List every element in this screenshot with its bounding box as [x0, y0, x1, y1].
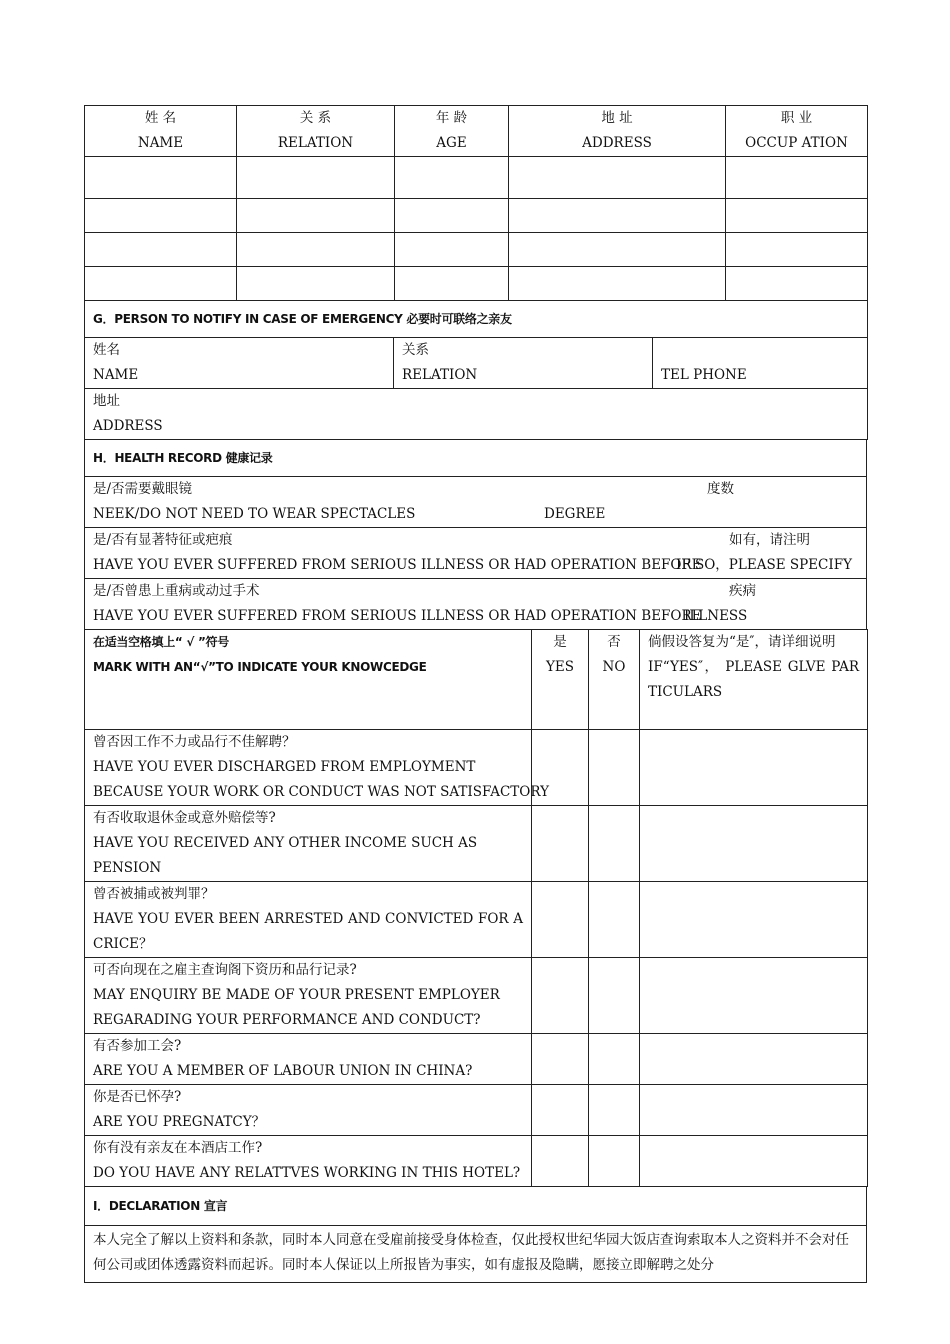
yes-checkbox[interactable]	[532, 1085, 589, 1136]
no-checkbox[interactable]	[589, 730, 640, 806]
header-address: 地 址 ADDRESS	[509, 106, 726, 157]
particulars-field[interactable]	[640, 730, 868, 806]
illness-field[interactable]: 是/否曾患上重病或动过手术 疾病 HAVE YOU EVER SUFFERED FROM SERIOUS ILLNESS OR HAD OPERATION BEFORE ILLNESS	[85, 579, 867, 630]
spectacles-field[interactable]: 是/否需要戴眼镜 度数 NEEK/DO NOT NEED TO WEAR SPECTACLES DEGREE	[85, 477, 867, 528]
features-field[interactable]: 是/否有显著特征或疤痕 如有，请注明 HAVE YOU EVER SUFFERED FROM SERIOUS ILLNESS OR HAD OPERATION BEFORE IF SO，PLEASE SPECIFY	[85, 528, 867, 579]
question-text: 你是否已怀孕? ARE YOU PREGNATCY？	[85, 1085, 532, 1136]
application-form-page	[84, 105, 867, 1283]
question-text: 曾否被捕或被判罪？ HAVE YOU EVER BEEN ARRESTED AND CONVICTED FOR A CRICE？	[85, 882, 532, 958]
name-field[interactable]	[85, 199, 237, 233]
particulars-field[interactable]	[640, 1034, 868, 1085]
no-checkbox[interactable]	[589, 958, 640, 1034]
health-table	[84, 439, 867, 630]
health-section-title: H．HEALTH RECORD 健康记录	[85, 440, 867, 477]
question-text: 可否向现在之雇主查询阁下资历和品行记录? MAY ENQUIRY BE MADE OF YOUR PRESENT EMPLOYER REGARADING YOUR PERFORMANCE AND CONDUCT?	[85, 958, 532, 1034]
question-row	[85, 1085, 868, 1136]
name-field[interactable]	[85, 267, 237, 301]
question-row	[85, 806, 868, 882]
yes-checkbox[interactable]	[532, 806, 589, 882]
emergency-address-field[interactable]: 地址 ADDRESS	[85, 389, 868, 440]
yes-checkbox[interactable]	[532, 958, 589, 1034]
occupation-field[interactable]	[726, 267, 868, 301]
family-row	[85, 267, 868, 301]
address-field[interactable]	[509, 267, 726, 301]
header-name: 姓 名 NAME	[85, 106, 237, 157]
yes-checkbox[interactable]	[532, 1136, 589, 1187]
no-checkbox[interactable]	[589, 1034, 640, 1085]
address-field[interactable]	[509, 157, 726, 199]
emergency-relation-field[interactable]: 关系 RELATION	[394, 338, 653, 389]
question-row	[85, 730, 868, 806]
address-field[interactable]	[509, 233, 726, 267]
family-table	[84, 105, 868, 301]
declaration-text: 本人完全了解以上资料和条款，同时本人同意在受雇前接受身体检查，仅此授权世纪华园大饭店查询索取本人之资料并不会对任何公司或团体透露资料而起诉。同时本人保证以上所报皆为事实，如有虚报及隐瞒，愿接立即解聘之处分	[85, 1226, 867, 1283]
particulars-column-header: 倘假设答复为“是″，请详细说明 IF“YES″， PLEASE GLVE PAR TICULARS	[640, 630, 868, 730]
name-field[interactable]	[85, 157, 237, 199]
emergency-section-title: G．PERSON TO NOTIFY IN CASE OF EMERGENCY 必要时可联络之亲友	[85, 301, 868, 338]
name-field[interactable]	[85, 233, 237, 267]
no-column-header: 否 NO	[589, 630, 640, 730]
no-checkbox[interactable]	[589, 1085, 640, 1136]
question-text: 你有没有亲友在本酒店工作? DO YOU HAVE ANY RELATTVES WORKING IN THIS HOTEL?	[85, 1136, 532, 1187]
declaration-table	[84, 1186, 867, 1283]
no-checkbox[interactable]	[589, 806, 640, 882]
particulars-field[interactable]	[640, 958, 868, 1034]
particulars-field[interactable]	[640, 806, 868, 882]
header-relation: 关 系 RELATION	[237, 106, 395, 157]
family-table-header	[85, 106, 868, 157]
age-field[interactable]	[395, 233, 509, 267]
address-field[interactable]	[509, 199, 726, 233]
family-row	[85, 199, 868, 233]
question-text: 有否收取退休金或意外赔偿等? HAVE YOU RECEIVED ANY OTHER INCOME SUCH AS PENSION	[85, 806, 532, 882]
question-row	[85, 1136, 868, 1187]
declaration-section-title: I．DECLARATION 宣言	[85, 1187, 867, 1226]
age-field[interactable]	[395, 267, 509, 301]
yes-checkbox[interactable]	[532, 882, 589, 958]
mark-instruction: 在适当空格填上“ √ ”符号 MARK WITH AN“√”TO INDICATE YOUR KNOWCEDGE	[85, 630, 532, 730]
question-text: 曾否因工作不力或品行不佳解聘？ HAVE YOU EVER DISCHARGED FROM EMPLOYMENT BECAUSE YOUR WORK OR CONDUCT WAS NOT SATISFACTORY	[85, 730, 532, 806]
particulars-field[interactable]	[640, 1085, 868, 1136]
yes-column-header: 是 YES	[532, 630, 589, 730]
emergency-table	[84, 300, 868, 440]
header-occupation: 职 业 OCCUP ATION	[726, 106, 868, 157]
family-row	[85, 157, 868, 199]
age-field[interactable]	[395, 199, 509, 233]
header-age: 年 龄 AGE	[395, 106, 509, 157]
age-field[interactable]	[395, 157, 509, 199]
no-checkbox[interactable]	[589, 1136, 640, 1187]
family-row	[85, 233, 868, 267]
emergency-tel-field[interactable]: TEL PHONE	[653, 338, 868, 389]
question-row	[85, 1034, 868, 1085]
yes-checkbox[interactable]	[532, 1034, 589, 1085]
relation-field[interactable]	[237, 199, 395, 233]
relation-field[interactable]	[237, 233, 395, 267]
relation-field[interactable]	[237, 157, 395, 199]
emergency-name-field[interactable]: 姓名 NAME	[85, 338, 394, 389]
occupation-field[interactable]	[726, 157, 868, 199]
occupation-field[interactable]	[726, 233, 868, 267]
question-row	[85, 882, 868, 958]
questionnaire-header	[85, 630, 868, 730]
occupation-field[interactable]	[726, 199, 868, 233]
relation-field[interactable]	[237, 267, 395, 301]
question-text: 有否参加工会? ARE YOU A MEMBER OF LABOUR UNION IN CHINA?	[85, 1034, 532, 1085]
questionnaire-table	[84, 629, 868, 1187]
question-row	[85, 958, 868, 1034]
no-checkbox[interactable]	[589, 882, 640, 958]
particulars-field[interactable]	[640, 882, 868, 958]
particulars-field[interactable]	[640, 1136, 868, 1187]
